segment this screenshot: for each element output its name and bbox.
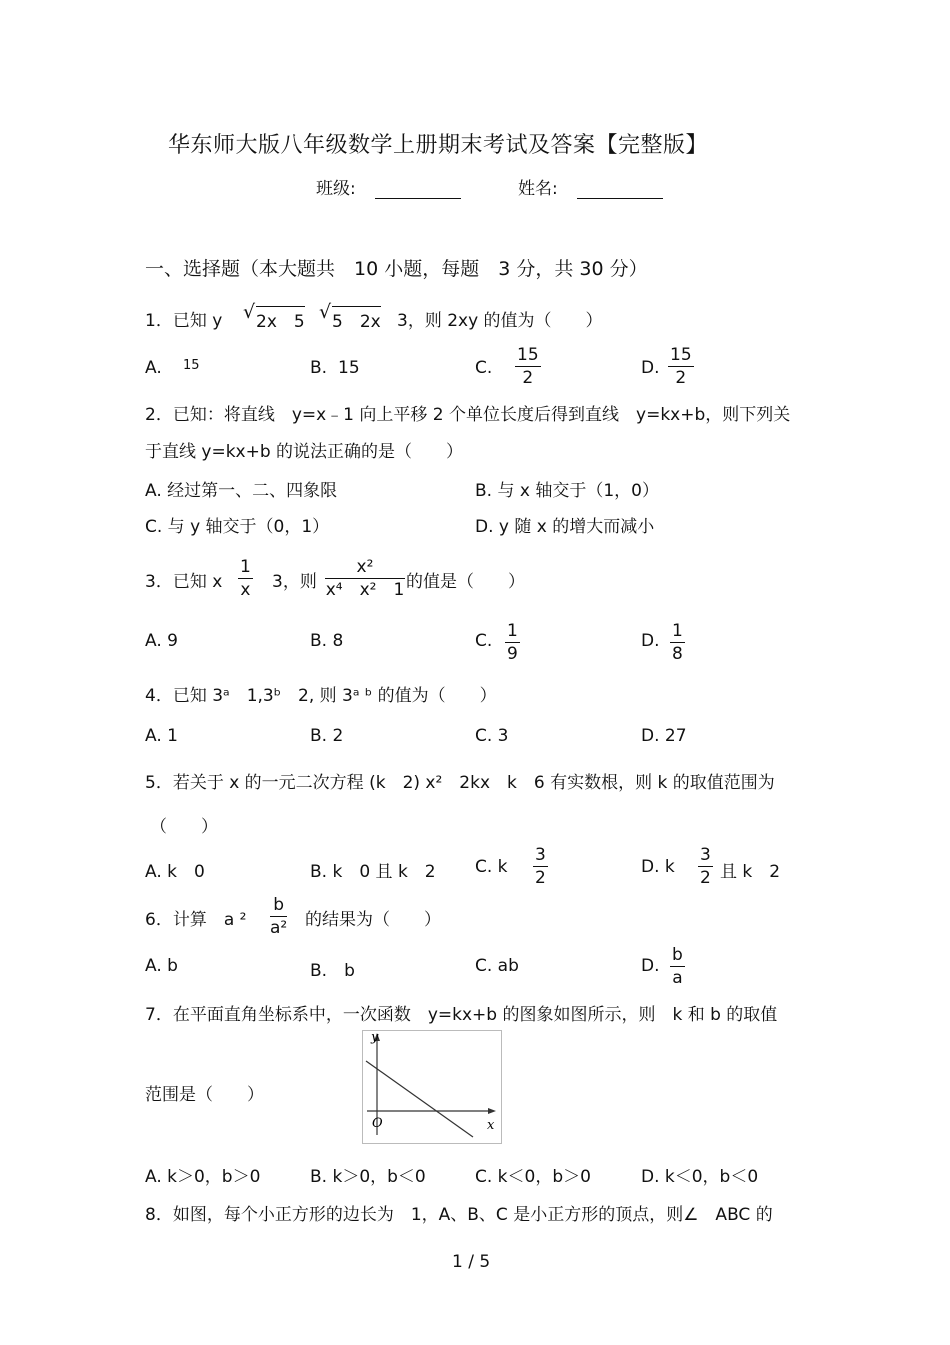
fraction-denominator: 8 xyxy=(672,644,683,664)
fraction-denominator: 2 xyxy=(535,868,546,888)
fraction-numerator: 3 xyxy=(535,845,546,865)
document-title: 华东师大版八年级数学上册期末考试及答案【完整版】 xyxy=(168,133,709,158)
fraction-numerator: 1 xyxy=(240,557,251,577)
q3-option-c-fraction xyxy=(505,620,520,665)
q2-option-b: B. 与 x 轴交于（1，0） xyxy=(475,481,659,501)
section-heading: 一、选择题（本大题共 10 小题，每题 3 分，共 30 分） xyxy=(145,258,648,280)
q6-prefix: 6．计算 a ² xyxy=(145,910,247,930)
q7-option-a: A. k＞0，b＞0 xyxy=(145,1167,261,1187)
fraction-numerator: x² xyxy=(325,556,405,579)
name-label: 姓名: xyxy=(518,179,558,199)
fraction-numerator: b xyxy=(672,945,683,965)
q6-option-a: A. b xyxy=(145,956,178,976)
q1-option-b-value: 15 xyxy=(338,358,360,378)
origin-label: O xyxy=(372,1116,383,1131)
q2-line-1: 2．已知：将直线 y=x﹣1 向上平移 2 个单位长度后得到直线 y=kx+b，则下列关 xyxy=(145,405,791,425)
name-field xyxy=(518,174,663,199)
linear-function-graph xyxy=(363,1031,501,1143)
q5-line-2: （ ） xyxy=(150,817,218,837)
q4-option-a: A. 1 xyxy=(145,726,178,746)
fraction-numerator: 1 xyxy=(672,621,683,641)
q1-prefix: 1．已知 y xyxy=(145,311,223,331)
q7-graph xyxy=(362,1030,502,1144)
q4-text: 4．已知 3ᵃ 1,3ᵇ 2, 则 3ᵃ ᵇ 的值为（ ） xyxy=(145,686,497,706)
q6-option-d-letter: D. xyxy=(641,956,660,976)
fraction-numerator: 3 xyxy=(700,845,711,865)
class-blank xyxy=(375,180,461,199)
q7-line-2: 范围是（ ） xyxy=(145,1085,264,1105)
q1-option-d-fraction xyxy=(668,344,694,389)
y-axis-label: y xyxy=(371,1031,379,1045)
fraction-denominator: 2 xyxy=(522,368,534,388)
q3-option-a: A. 9 xyxy=(145,631,178,651)
q5-option-c-letter: C. k xyxy=(475,857,508,877)
fraction-numerator: 1 xyxy=(507,621,518,641)
q5-option-d-letter: D. k xyxy=(641,857,675,877)
fraction-denominator: a² xyxy=(270,918,288,938)
fraction-denominator: a xyxy=(672,968,683,988)
q6-option-b: B. b xyxy=(310,961,355,981)
q3-option-d-letter: D. xyxy=(641,631,660,651)
q1-radical-2: √ 5 2x xyxy=(332,306,381,332)
q3-option-c-letter: C. xyxy=(475,631,493,651)
q7-line-1: 7．在平面直角坐标系中，一次函数 y=kx+b 的图象如图所示，则 k 和 b 的取值 xyxy=(145,1005,778,1025)
x-axis-arrow xyxy=(488,1108,496,1114)
q7-option-b: B. k＞0，b＜0 xyxy=(310,1167,426,1187)
q3-fraction-2 xyxy=(325,556,405,601)
q3-prefix: 3．已知 x xyxy=(145,572,223,592)
q3-option-b: B. 8 xyxy=(310,631,344,651)
q6-option-d-fraction xyxy=(670,944,685,989)
page-number: 1 / 5 xyxy=(452,1252,491,1272)
q1-option-a-value: 15 xyxy=(183,358,200,373)
class-label: 班级: xyxy=(316,179,356,199)
q3-mid: 3，则 xyxy=(272,572,317,592)
fraction-numerator: 15 xyxy=(670,345,692,365)
q6-option-c: C. ab xyxy=(475,956,519,976)
q1-option-c-letter: C. xyxy=(475,358,493,378)
q6-fraction xyxy=(270,894,287,939)
fraction-denominator: 9 xyxy=(507,644,518,664)
fraction-denominator: 2 xyxy=(675,368,687,388)
q2-option-d: D. y 随 x 的增大而减小 xyxy=(475,517,655,537)
fraction-denominator: 2 xyxy=(700,868,711,888)
q7-option-c: C. k＜0，b＞0 xyxy=(475,1167,591,1187)
q3-suffix: 的值是（ ） xyxy=(406,572,525,592)
name-blank xyxy=(577,180,663,199)
q4-option-d: D. 27 xyxy=(641,726,687,746)
q5-option-c-fraction xyxy=(533,844,548,889)
q5-option-a: A. k 0 xyxy=(145,862,205,882)
q5-line-1: 5．若关于 x 的一元二次方程 (k 2) x² 2kx k 6 有实数根，则 k 的取值范围为 xyxy=(145,773,775,793)
q5-option-d-fraction xyxy=(698,844,713,889)
q7-option-d: D. k＜0，b＜0 xyxy=(641,1167,759,1187)
q1-radical-1: √ 2x 5 xyxy=(256,306,305,332)
q4-option-b: B. 2 xyxy=(310,726,344,746)
q5-option-b: B. k 0 且 k 2 xyxy=(310,862,436,882)
x-axis-label: x xyxy=(487,1118,495,1133)
q2-option-a: A. 经过第一、二、四象限 xyxy=(145,481,338,501)
q1-option-b-letter: B. xyxy=(310,358,328,378)
q3-option-d-fraction xyxy=(670,620,685,665)
q5-option-d-tail: 且 k 2 xyxy=(720,862,781,882)
q3-fraction-1 xyxy=(238,556,253,601)
fraction-denominator: x xyxy=(240,580,251,600)
q8-line-1: 8．如图，每个小正方形的边长为 1，A、B、C 是小正方形的顶点，则∠ ABC 的 xyxy=(145,1205,773,1225)
q1-option-c-fraction xyxy=(515,344,541,389)
q1-option-d-letter: D. xyxy=(641,358,660,378)
fraction-numerator: 15 xyxy=(517,345,539,365)
q1-suffix: 3，则 2xy 的值为（ ） xyxy=(397,311,603,331)
class-field xyxy=(316,174,461,199)
q1-option-a-letter: A. xyxy=(145,358,162,378)
q6-suffix: 的结果为（ ） xyxy=(305,910,441,930)
fraction-numerator: b xyxy=(270,894,287,917)
fraction-denominator: x⁴ x² 1 xyxy=(325,580,405,600)
q4-option-c: C. 3 xyxy=(475,726,509,746)
q2-option-c: C. 与 y 轴交于（0，1） xyxy=(145,517,330,537)
q2-line-2: 于直线 y=kx+b 的说法正确的是（ ） xyxy=(145,442,464,462)
